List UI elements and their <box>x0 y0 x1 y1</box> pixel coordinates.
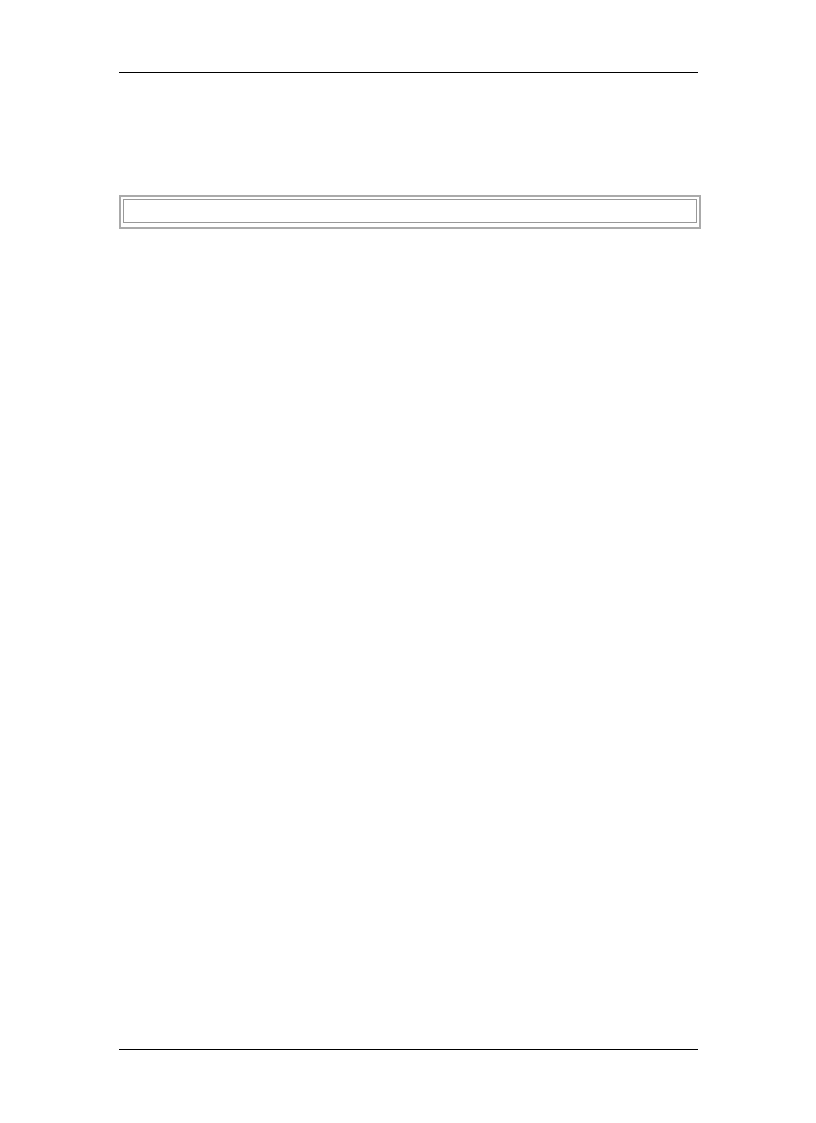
table-title <box>123 199 697 223</box>
verb-preposition-table <box>119 195 701 229</box>
page-header <box>119 52 698 73</box>
page-body <box>119 101 698 308</box>
page-footer <box>119 1049 698 1054</box>
